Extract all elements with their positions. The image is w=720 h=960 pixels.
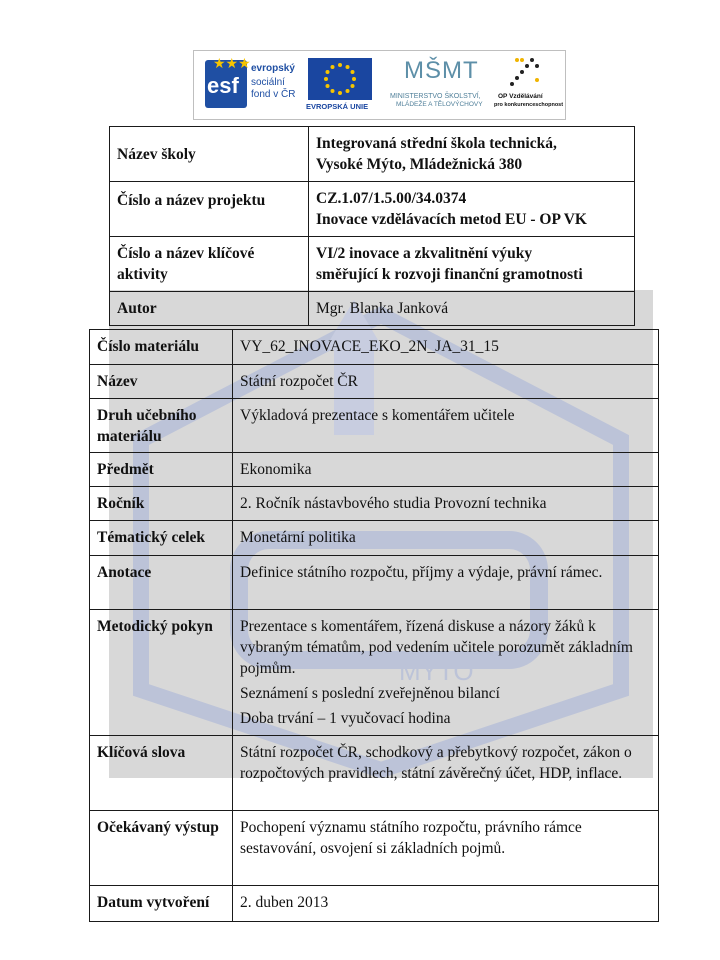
value-paragraph: VY_62_INOVACE_EKO_2N_JA_31_15 — [240, 338, 499, 355]
op-dots-icon — [508, 56, 542, 88]
row-value — [233, 487, 659, 521]
row-value — [309, 182, 635, 237]
op-line2: pro konkurenceschopnost — [494, 102, 564, 108]
op-vk-logo — [494, 56, 564, 114]
value-paragraph: Prezentace s komentářem, řízená diskuse a názory žáků k vybraným tématům, pod vedením učitele porozumět základním pojmům. — [240, 618, 633, 677]
row-label: Číslo materiálu — [90, 330, 233, 365]
school-project-table — [109, 126, 635, 326]
value-paragraph: Doba trvání – 1 vyučovací hodina — [240, 710, 451, 727]
row-value — [233, 399, 659, 453]
row-value — [233, 556, 659, 610]
row-value — [233, 886, 659, 922]
value-line: Vysoké Mýto, Mládežnická 380 — [316, 156, 523, 173]
row-value — [233, 453, 659, 487]
row-label: Předmět — [90, 453, 233, 487]
table-row — [90, 399, 659, 453]
table-row — [110, 182, 635, 237]
row-label: Ročník — [90, 487, 233, 521]
row-value — [309, 237, 635, 292]
op-line1: OP Vzdělávání — [498, 93, 543, 100]
table-row — [90, 556, 659, 610]
row-label: Metodický pokyn — [90, 610, 233, 736]
value-paragraph: Ekonomika — [240, 461, 312, 478]
value-line: VI/2 inovace a zkvalitnění výuky — [316, 245, 533, 262]
table-row — [110, 127, 635, 182]
row-label: Klíčová slova — [90, 736, 233, 811]
value-paragraph: Výkladová prezentace s komentářem učitele — [240, 407, 515, 424]
row-value — [233, 736, 659, 811]
value-line: Integrovaná střední škola technická, — [316, 135, 557, 152]
table-row — [90, 365, 659, 399]
value-paragraph: 2. duben 2013 — [240, 894, 329, 911]
esf-word1: evropský — [251, 63, 295, 74]
table-row — [90, 453, 659, 487]
value-paragraph: 2. Ročník nástavbového studia Provozní technika — [240, 495, 547, 512]
value-paragraph: Definice státního rozpočtu, příjmy a výdaje, právní rámec. — [240, 564, 603, 581]
row-label: Anotace — [90, 556, 233, 610]
esf-word3: fond v ČR — [251, 89, 296, 100]
msmt-mark: MŠMT — [404, 57, 479, 84]
row-label: Číslo a název klíčové aktivity — [110, 237, 309, 292]
table-row — [90, 330, 659, 365]
row-value — [309, 127, 635, 182]
value-line: směřující k rozvoji finanční gramotnosti — [316, 266, 583, 283]
value-paragraph: Státní rozpočet ČR — [240, 373, 358, 390]
table-row — [110, 237, 635, 292]
watermark-text: MÝTO — [399, 656, 474, 686]
msmt-logo — [390, 56, 482, 114]
row-value — [233, 811, 659, 886]
row-label: Druh učebního materiálu — [90, 399, 233, 453]
table-row — [90, 487, 659, 521]
esf-logo: ★★★ esf evropský sociální fond v ČR — [203, 56, 297, 114]
table-row — [110, 292, 635, 326]
funding-logos-strip — [193, 50, 566, 120]
value-line: Mgr. Blanka Janková — [316, 300, 449, 317]
value-paragraph: Seznámení s poslední zveřejněnou bilancí — [240, 685, 500, 702]
msmt-line2: MLÁDEŽE A TĚLOVÝCHOVY — [396, 101, 483, 108]
table-row — [90, 521, 659, 556]
row-value — [233, 521, 659, 556]
row-value — [309, 292, 635, 326]
eu-logo — [304, 56, 376, 114]
value-line: CZ.1.07/1.5.00/34.0374 — [316, 190, 467, 207]
eu-stars-icon — [308, 58, 372, 100]
value-paragraph: Pochopení významu státního rozpočtu, právního rámce sestavování, osvojení si základních pojmů. — [240, 819, 582, 857]
value-paragraph: Státní rozpočet ČR, schodkový a přebytkový rozpočet, zákon o rozpočtových pravidlech, státní závěrečný účet, HDP, inflace. — [240, 744, 632, 782]
row-label: Datum vytvoření — [90, 886, 233, 922]
row-label: Očekávaný výstup — [90, 811, 233, 886]
table-row — [90, 736, 659, 811]
table-row — [90, 886, 659, 922]
row-label: Tématický celek — [90, 521, 233, 556]
row-value — [233, 330, 659, 365]
row-label: Název — [90, 365, 233, 399]
material-info-table — [89, 329, 659, 922]
esf-word2: sociální — [251, 77, 285, 88]
table-row — [90, 811, 659, 886]
value-paragraph: Monetární politika — [240, 529, 356, 546]
row-label: Číslo a název projektu — [110, 182, 309, 237]
row-value — [233, 365, 659, 399]
eu-caption: EVROPSKÁ UNIE — [306, 102, 369, 111]
row-label: Název školy — [110, 127, 309, 182]
esf-mark: esf — [207, 73, 239, 98]
value-line: Inovace vzdělávacích metod EU - OP VK — [316, 211, 587, 228]
row-value — [233, 610, 659, 736]
msmt-line1: MINISTERSTVO ŠKOLSTVÍ, — [390, 93, 481, 100]
table-row — [90, 610, 659, 736]
row-label: Autor — [110, 292, 309, 326]
